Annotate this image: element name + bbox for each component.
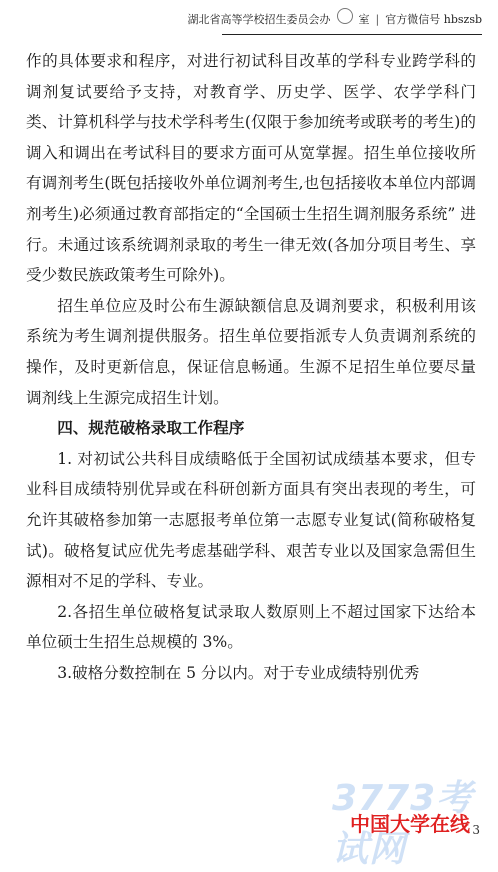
list-item: 1. 对初试公共科目成绩略低于全国初试成绩基本要求，但专业科目成绩特别优异或在科研创新方面具有突出表现的考生，可允许其破格参加第一志愿报考单位第一志愿专业复试(简称破格复试)。破格复试应优先考虑基础学科、艰苦专业以及国家急需但生源相对不足的学科、专业。 <box>26 449 476 591</box>
list-item: 3.破格分数控制在 5 分以内。对于专业成绩特别优秀 <box>57 663 420 682</box>
watermark-bottom: 中国大学在线 <box>350 812 470 836</box>
paragraph: 招生单位应及时公布生源缺额信息及调剂要求，积极利用该系统为考生调剂提供服务。招生单位要指派专人负责调剂系统的操作，及时更新信息，保证信息畅通。生源不足招生单位要尽量调剂线上生源完成招生计划。 <box>26 296 476 407</box>
header-wechat: 官方微信号 hbszsb <box>385 13 482 26</box>
seal-icon <box>337 8 353 24</box>
header-separator: | <box>375 12 380 26</box>
list-item: 2.各招生单位破格复试录取人数原则上不超过国家下达给本单位硕士生招生总规模的 3%。 <box>26 602 476 652</box>
header-org: 湖北省高等学校招生委员会办 <box>187 13 331 26</box>
page-number: 3 <box>472 823 480 837</box>
body-text <box>26 46 476 688</box>
paragraph: 作的具体要求和程序，对进行初试科目改革的学科专业跨学科的调剂复试要给予支持，对教育学、历史学、医学、农学学科门类、计算机科学与技术学科考生(仅限于参加统考或联考的考生)的调入和调出在考试科目的要求方面可从宽掌握。招生单位接收所有调剂考生(既包括接收外单位调剂考生,也包括接收本单位内部调剂考生)必须通过教育部指定的“全国硕士生招生调剂服务系统” 进行。未通过该系统调剂录取的考生一律无效(各加分项目考生、享受少数民族政策考生可除外)。 <box>26 52 476 285</box>
watermark-top: 3773考试网 <box>332 778 474 870</box>
page-header <box>188 8 482 30</box>
watermark <box>332 770 482 870</box>
header-rule <box>222 34 482 35</box>
header-org-suffix: 室 <box>358 13 370 26</box>
section-heading: 四、规范破格录取工作程序 <box>57 419 245 438</box>
